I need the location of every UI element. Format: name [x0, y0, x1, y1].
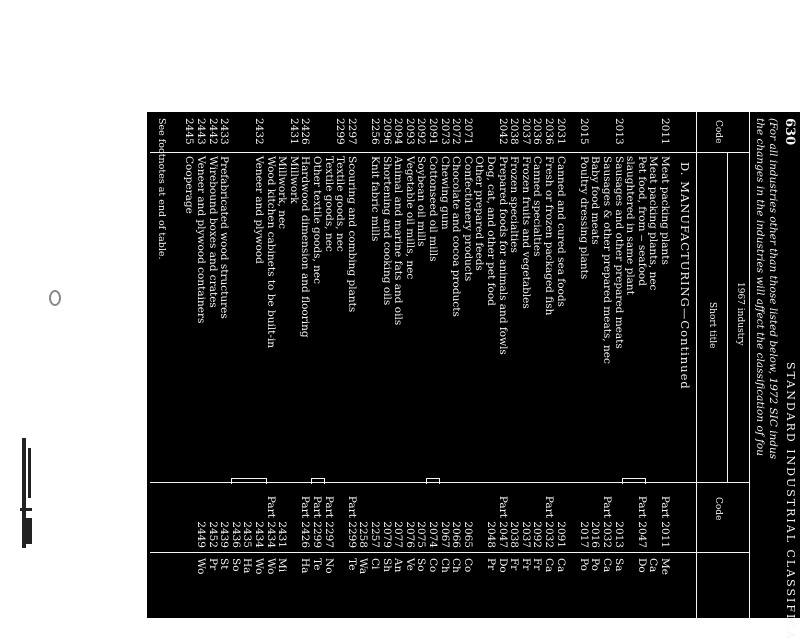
short-title-cell: Chewing gum: [438, 156, 451, 230]
code-1967-cell: 2443: [195, 118, 207, 145]
code-1972-cell: Part 2032: [601, 495, 613, 548]
short-title-cell: Textile goods, nec: [322, 156, 335, 252]
code-1967-cell: 2256: [369, 118, 381, 145]
column-header-code-1972: Code: [713, 497, 723, 521]
title-1972-cell: Ha: [299, 558, 312, 574]
short-title-cell: Textile goods, nec: [334, 156, 347, 252]
title-1972-cell: So: [415, 558, 428, 572]
title-1972-cell: Fr: [508, 558, 521, 571]
short-title-cell: Millwork, nec: [276, 156, 289, 230]
title-1972-cell: Te: [345, 558, 358, 571]
code-1972-cell: 2016: [589, 521, 602, 548]
table-row: [450, 112, 462, 618]
title-1972-cell: Do: [635, 558, 648, 573]
title-1972-cell: Ch: [438, 558, 451, 573]
code-1972-cell: 2092: [531, 521, 544, 548]
bracket: [311, 478, 325, 484]
code-1967-cell: 2431: [287, 118, 300, 145]
short-title-cell: Confectionery products: [461, 156, 474, 282]
title-1972-cell: Sa: [612, 558, 625, 572]
code-1967-cell: 2072: [450, 118, 463, 145]
table-row: [577, 112, 589, 618]
table-row: [218, 112, 230, 618]
title-1972-cell: Ca: [554, 558, 567, 573]
code-1967-cell: 2011: [659, 118, 671, 145]
table-row: [415, 112, 427, 618]
short-title-cell: Prefabricated wood structures: [218, 156, 231, 319]
table-row: [264, 112, 276, 618]
code-1972-cell: 2067: [438, 521, 451, 548]
code-1972-cell: Part 2299: [345, 495, 358, 548]
table-row: [496, 112, 508, 618]
short-title-cell: Wood kitchen cabinets to be built-in: [264, 156, 277, 349]
scan-artifact: [49, 290, 61, 306]
table-row: [380, 112, 392, 618]
table-row: [531, 112, 543, 618]
table-row: [241, 112, 253, 618]
code-1972-cell: 2452: [206, 521, 219, 548]
code-1967-cell: 2036: [531, 118, 544, 145]
code-1967-cell: 2036: [543, 118, 555, 145]
code-1972-cell: Part 2297: [322, 495, 335, 548]
table-row: [543, 112, 555, 618]
title-1972-cell: Wo: [195, 558, 207, 575]
short-title-cell: Pet food, from ‒ seafood: [635, 156, 648, 286]
title-1972-cell: Ca: [647, 558, 660, 573]
short-title-cell: Sausages and other prepared meats: [612, 156, 625, 349]
code-1967-cell: 2297: [345, 118, 358, 145]
table-row: [508, 112, 520, 618]
title-1972-cell: Pr: [206, 558, 219, 571]
bracket: [622, 478, 646, 484]
title-1972-cell: Sh: [380, 558, 393, 572]
short-title-cell: Cooperage: [183, 156, 196, 214]
table-row: [287, 112, 299, 618]
table-row: [322, 112, 334, 618]
table-row: [566, 112, 578, 618]
short-title-cell: Shortening and cooking oils: [380, 156, 393, 306]
code-1967-cell: 2433: [218, 118, 231, 145]
code-1972-cell: 2065: [461, 521, 474, 548]
short-title-cell: Canned and cured sea foods: [554, 156, 567, 307]
short-title-cell: Meat packing plants: [659, 156, 671, 265]
code-1972-cell: 2257: [369, 521, 381, 548]
code-1967-cell: 2445: [183, 118, 196, 145]
table-row: [519, 112, 531, 618]
table-row: [589, 112, 601, 618]
code-1967-cell: 2037: [519, 118, 532, 145]
short-title-cell: Fresh or frozen packaged fish: [543, 156, 555, 316]
bracket: [426, 478, 440, 484]
title-1972-cell: Ha: [241, 558, 254, 574]
table-row: [253, 112, 265, 618]
short-title-cell: Other prepared feeds: [473, 156, 486, 271]
table-row: [403, 112, 415, 618]
table-row: [369, 112, 381, 618]
table-row: [311, 112, 323, 618]
title-1972-cell: Ch: [450, 558, 463, 573]
table-row: [334, 112, 346, 618]
title-1972-cell: So: [229, 558, 242, 572]
title-1972-cell: Ca: [601, 558, 613, 573]
code-1972-cell: Part 2011: [659, 495, 671, 548]
table-row: [485, 112, 497, 618]
section-title: D. MANUFACTURING—Continued: [678, 162, 692, 390]
short-title-cell: Vegetable oil mills, nec: [403, 156, 416, 280]
short-title-cell: Wirebound boxes and crates: [206, 156, 219, 308]
short-title-cell: Frozen fruits and vegetables: [519, 156, 532, 309]
table-row: [299, 112, 311, 618]
title-1972-cell: Wa: [357, 558, 370, 575]
table-row: [183, 112, 195, 618]
short-title-cell: slaughtered in same plant: [624, 156, 637, 295]
code-1972-cell: Part 2047: [496, 495, 509, 548]
code-1972-cell: 2038: [508, 521, 521, 548]
code-1972-cell: 2013: [612, 521, 625, 548]
header-rule-mid: [727, 152, 728, 482]
intro-note-line-1: (For all industries other than those listed below, 1972 SIC indus: [767, 118, 779, 460]
code-1967-cell: 2299: [334, 118, 347, 145]
footnote: See footnotes at end of table.: [156, 118, 167, 260]
table-row: [438, 112, 450, 618]
short-title-cell: Baby food meats: [589, 156, 602, 245]
code-1972-cell: 2077: [392, 521, 405, 548]
code-1972-cell: 2435: [241, 521, 254, 548]
code-1967-cell: 2031: [554, 118, 567, 145]
short-title-cell: Knit fabric mills: [369, 156, 381, 242]
short-title-cell: Meat packing plants, nec: [647, 156, 660, 291]
title-1972-cell: Po: [589, 558, 602, 571]
code-1967-cell: 2042: [496, 118, 509, 145]
short-title-cell: Hardwood dimension and flooring: [299, 156, 312, 338]
code-1967-cell: 2432: [253, 118, 265, 145]
bracket: [231, 478, 267, 484]
code-1972-cell: 2074: [427, 521, 439, 548]
column-header-code: Code: [713, 120, 723, 144]
code-1972-cell: 2079: [380, 521, 393, 548]
code-1972-cell: 2431: [276, 521, 289, 548]
short-title-cell: Soybean oil mills: [415, 156, 428, 247]
code-1967-cell: 2094: [392, 118, 405, 145]
title-1972-cell: Ve: [403, 558, 416, 571]
table-row: [357, 112, 369, 618]
header-rule-bottom: [696, 112, 697, 618]
code-1967-cell: 2092: [415, 118, 428, 145]
short-title-cell: Canned specialties: [531, 156, 544, 257]
column-header-short-title: Short title: [707, 302, 717, 349]
scanned-page: [147, 112, 800, 641]
code-1972-cell: 2066: [450, 521, 463, 548]
title-1972-cell: Ca: [543, 558, 555, 573]
title-1972-cell: Do: [496, 558, 509, 573]
code-1972-cell: Part 2426: [299, 495, 312, 548]
title-1972-cell: St: [218, 558, 231, 570]
code-1967-cell: 2426: [299, 118, 312, 145]
code-1967-cell: 2091: [427, 118, 439, 145]
code-1967-cell: 2015: [577, 118, 590, 145]
table-row: [554, 112, 566, 618]
short-title-cell: Poultry dressing plants: [577, 156, 590, 280]
table-row: [647, 112, 659, 618]
page-number: 630: [782, 118, 797, 146]
short-title-cell: Dog, cat, and other pet food: [485, 156, 497, 306]
short-title-cell: Other textile goods, nec: [311, 156, 323, 285]
table-row: [461, 112, 473, 618]
title-1972-cell: Wo: [253, 558, 265, 575]
code-1972-cell: 2091: [554, 521, 567, 548]
short-title-cell: Animal and marine fats and oils: [392, 156, 405, 326]
short-title-cell: Scouring and combing plants: [345, 156, 358, 313]
column-group-header: 1967 industry: [735, 282, 745, 346]
table-row: [612, 112, 624, 618]
table-row: [276, 112, 288, 618]
intro-note-line-2: the changes in the industries will affect the classification of fou: [754, 118, 766, 456]
page-content: [147, 112, 800, 641]
table-row: [659, 112, 671, 618]
title-1972-cell: Fr: [519, 558, 532, 571]
code-1972-cell: Part 2032: [543, 495, 555, 548]
code-1972-cell: Part 2299: [311, 495, 323, 548]
title-1972-cell: An: [392, 558, 405, 573]
code-1967-cell: 2013: [612, 118, 625, 145]
title-1972-cell: Fr: [531, 558, 544, 571]
title-1972-cell: No: [322, 558, 335, 574]
title-1972-cell: Co: [461, 558, 474, 573]
code-1972-cell: 2017: [577, 521, 590, 548]
table-row: [473, 112, 485, 618]
code-1972-cell: 2258: [357, 521, 370, 548]
header-rule-top: [749, 112, 750, 618]
code-1972-cell: 2449: [195, 521, 207, 548]
short-title-cell: Frozen specialties: [508, 156, 521, 253]
margin-scan-mark: [20, 438, 34, 548]
table-row: [635, 112, 647, 618]
table-row: [345, 112, 357, 618]
short-title-cell: Chocolate and cocoa products: [450, 156, 463, 317]
title-1972-cell: Pr: [485, 558, 497, 571]
short-title-cell: Prepared foods for animals and fowls: [496, 156, 509, 355]
code-1967-cell: 2093: [403, 118, 416, 145]
short-title-cell: Veneer and plywood: [253, 156, 265, 264]
title-1972-cell: Me: [659, 558, 671, 575]
running-head: STANDARD INDUSTRIAL CLASSIFICA: [784, 362, 797, 641]
title-1972-cell: Wo: [264, 558, 277, 575]
code-1972-cell: 2436: [229, 521, 242, 548]
title-1972-cell: Po: [577, 558, 590, 571]
short-title-cell: Veneer and plywood containers: [195, 156, 207, 324]
table-row: [427, 112, 439, 618]
table-row: [601, 112, 613, 618]
table-row: [392, 112, 404, 618]
code-1972-cell: 2434: [253, 521, 265, 548]
code-1972-cell: Part 2434: [264, 495, 277, 548]
code-1972-cell: 2439: [218, 521, 231, 548]
code-1972-cell: 2048: [485, 521, 497, 548]
short-title-cell: Cottonseed oil mills: [427, 156, 439, 262]
code-1967-cell: 2071: [461, 118, 474, 145]
code-1967-cell: 2096: [380, 118, 393, 145]
title-1972-cell: Mi: [276, 558, 289, 573]
title-1972-cell: Te: [311, 558, 323, 571]
table-row: [206, 112, 218, 618]
code-1972-cell: 2075: [415, 521, 428, 548]
short-title-cell: Millwork: [287, 156, 300, 204]
title-1972-cell: Ci: [369, 558, 381, 570]
code-1967-cell: 2073: [438, 118, 451, 145]
code-1972-cell: 2076: [403, 521, 416, 548]
code-1967-cell: 2442: [206, 118, 219, 145]
table-row: [195, 112, 207, 618]
code-1967-cell: 2038: [508, 118, 521, 145]
table-row: [229, 112, 241, 618]
table-row: [624, 112, 636, 618]
code-1972-cell: Part 2047: [635, 495, 648, 548]
code-1972-cell: 2037: [519, 521, 532, 548]
short-title-cell: Sausages & other prepared meats, nec: [601, 156, 613, 364]
title-1972-cell: Co: [427, 558, 439, 573]
